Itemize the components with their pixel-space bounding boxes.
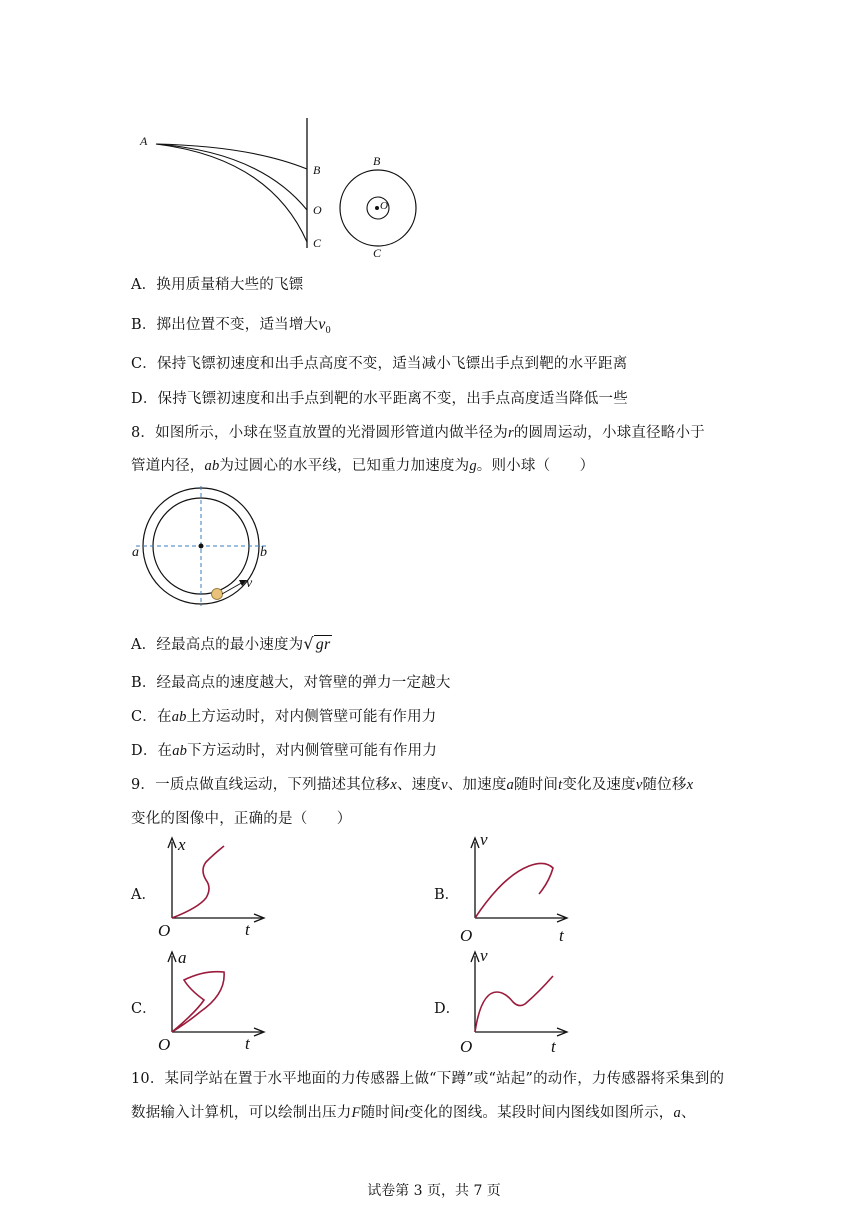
q10-text-4: 、 <box>680 1105 696 1121</box>
q9-text-4: 随时间 <box>513 777 559 793</box>
q9-graph-b-x-label: t <box>559 926 564 945</box>
q10-var-t: t <box>404 1105 409 1121</box>
q9-graph-b-origin: O <box>460 926 473 945</box>
q10-stem-line1: 10．某同学站在置于水平地面的力传感器上做“下蹲”或“站起”的动作，力传感器将采集到的 <box>131 1071 725 1087</box>
q8-stem-line1 <box>131 421 705 442</box>
q7-label-C: C <box>313 236 322 250</box>
q8-tube-figure <box>130 484 280 614</box>
q10-text-2: 随时间 <box>360 1105 405 1121</box>
q7-option-d: D．保持飞镖初速度和出手点到靶的水平距离不变，出手点高度适当降低一些 <box>131 391 628 407</box>
q8-stem-text-4: 为过圆心的水平线，已知重力加速度为 <box>219 458 470 474</box>
q9-graph-d-origin: O <box>460 1037 473 1056</box>
q8-label-a: a <box>132 545 139 560</box>
q7-trajectory-figure <box>130 118 330 258</box>
q8-option-c-text-2: 上方运动时，对内侧管壁可能有作用力 <box>186 709 437 725</box>
q9-graph-c-curve <box>172 972 224 1032</box>
q8-option-d <box>131 739 437 760</box>
q9-graph-c-x-label: t <box>245 1034 250 1053</box>
q9-graph-a-curve <box>172 846 224 918</box>
q8-option-c <box>131 705 437 726</box>
q9-graph-a-y-label: x <box>178 835 186 854</box>
q7-label-B: B <box>313 163 321 177</box>
q8-label-v: v <box>246 576 253 591</box>
q8-stem-text-3: 管道内径， <box>131 458 205 474</box>
q10-text-1: 数据输入计算机，可以绘制出压力 <box>131 1105 352 1121</box>
q9-var-x2: x <box>686 777 694 793</box>
q9-text-6: 随位移 <box>642 777 687 793</box>
q7-target-label-B: B <box>373 154 381 168</box>
q8-option-b: B．经最高点的速度越大，对管壁的弹力一定越大 <box>131 675 451 691</box>
q8-option-a-text: A．经最高点的最小速度为 <box>131 637 304 653</box>
q9-graph-a-origin: O <box>158 921 171 940</box>
q9-stem-line1 <box>131 773 693 794</box>
q9-stem-line2: 变化的图像中，正确的是（ ） <box>131 811 352 827</box>
q10-stem-line2 <box>131 1101 696 1122</box>
q7-option-b-text: B．掷出位置不变，适当增大 <box>131 317 319 333</box>
q8-option-c-text-1: C．在 <box>131 709 172 725</box>
q9-text-3: 、加速度 <box>447 777 507 793</box>
q7-option-b <box>131 313 331 336</box>
q7-target-label-O: O <box>380 200 388 212</box>
q9-graph-c-y-label: a <box>178 948 187 967</box>
q10-text-3: 变化的图线。某段时间内图线如图所示， <box>408 1105 674 1121</box>
q8-option-c-var: ab <box>171 709 187 725</box>
q9-option-a-label: A． <box>131 887 156 903</box>
q8-option-a-sqrt: gr <box>315 636 331 653</box>
q10-var-a: a <box>673 1105 681 1121</box>
q9-text-2: 、速度 <box>396 777 442 793</box>
q9-var-t: t <box>558 777 563 793</box>
q9-graph-d-curve <box>475 976 553 1032</box>
q9-graph-b-curve <box>475 863 553 918</box>
q8-stem-text-1: 8．如图所示，小球在竖直放置的光滑圆形管道内做半径为 <box>131 425 508 441</box>
q9-option-c-label: C． <box>131 1001 157 1017</box>
q9-graph-d-x-label: t <box>551 1037 556 1056</box>
q8-stem-line2 <box>131 454 594 475</box>
q9-graph-d-y-label: v <box>480 946 488 965</box>
q9-text-1: 9．一质点做直线运动，下列描述其位移 <box>131 777 391 793</box>
q9-graph-a <box>160 836 270 926</box>
q9-graph-b-y-label: v <box>480 830 488 849</box>
q8-label-b: b <box>260 545 267 560</box>
q9-text-5: 变化及速度 <box>562 777 636 793</box>
q9-graph-c <box>160 950 270 1040</box>
q9-option-b-label: B． <box>434 887 460 903</box>
q7-option-c: C．保持飞镖初速度和出手点高度不变，适当减小飞镖出手点到靶的水平距离 <box>131 356 628 372</box>
q9-option-d-label: D． <box>434 1001 461 1017</box>
q8-option-d-var: ab <box>172 743 188 759</box>
q9-graph-a-x-label: t <box>245 920 250 939</box>
q7-label-A: A <box>140 134 148 148</box>
q9-var-a: a <box>506 777 514 793</box>
q7-label-O: O <box>313 203 322 217</box>
q10-var-F: F <box>351 1105 361 1121</box>
q8-option-d-text-2: 下方运动时，对内侧管壁可能有作用力 <box>187 743 438 759</box>
q9-var-v: v <box>441 777 448 793</box>
q9-var-x: x <box>390 777 397 793</box>
q8-var-r: r <box>507 425 514 441</box>
q7-option-b-var: v <box>318 316 326 333</box>
q7-option-b-sub: 0 <box>325 324 331 336</box>
q8-var-ab: ab <box>204 458 220 474</box>
q8-option-a <box>131 633 332 654</box>
q8-stem-text-5: 。则小球（ ） <box>476 458 595 474</box>
page-footer: 试卷第 3 页，共 7 页 <box>367 1183 501 1199</box>
q9-graph-c-origin: O <box>158 1035 171 1054</box>
q8-option-d-text-1: D．在 <box>131 743 173 759</box>
q9-var-v2: v <box>635 777 643 793</box>
sqrt-symbol: √ <box>303 634 314 653</box>
q8-stem-text-2: 的圆周运动，小球直径略小于 <box>513 425 705 441</box>
q7-option-a: A．换用质量稍大些的飞镖 <box>131 277 304 293</box>
q8-var-g: g <box>469 458 477 474</box>
q7-target-label-C: C <box>373 246 382 260</box>
